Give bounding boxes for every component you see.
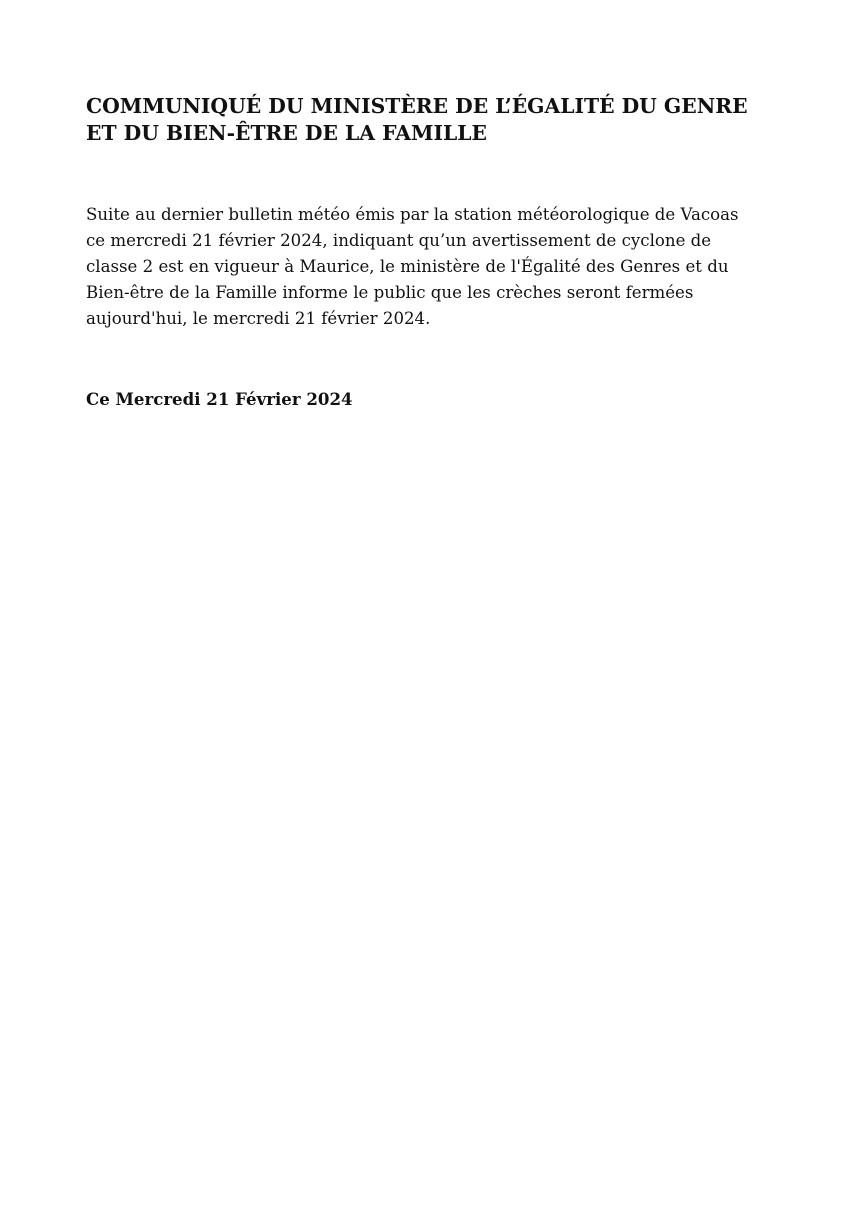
communique-body: Suite au dernier bulletin météo émis par la station météorologique de Vacoas ce mercredi 21 février 2024, indiquant qu’un avertissement de cyclone de classe 2 est en vigueur à Maurice, le ministère de l'Égalité des Genres et du Bien-être de la Famille informe le public que les crèches seront fermées aujourd'hui, le mercredi 21 février 2024.	[86, 205, 739, 328]
communique-date: Ce Mercredi 21 Février 2024	[86, 389, 353, 409]
communique-title: COMMUNIQUÉ DU MINISTÈRE DE L’ÉGALITÉ DU GENRE ET DU BIEN-ÊTRE DE LA FAMILLE	[86, 94, 748, 145]
